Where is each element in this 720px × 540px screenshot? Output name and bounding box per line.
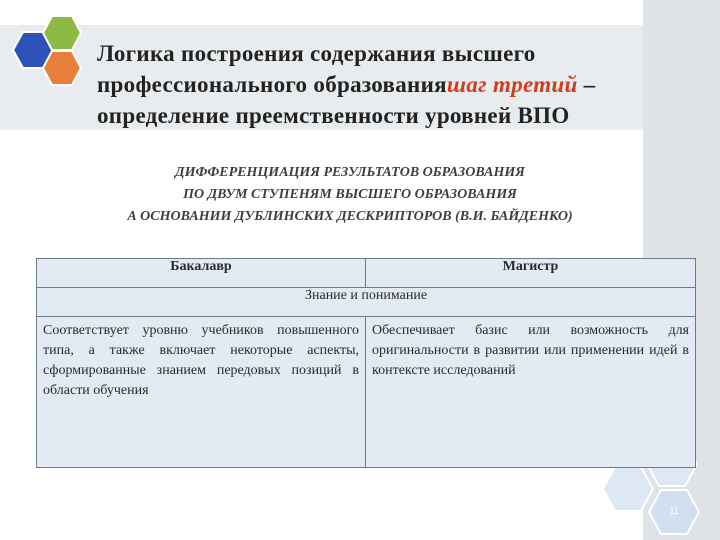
hexagon-orange-icon: [42, 49, 82, 87]
column-header-master: Магистр: [366, 259, 696, 288]
master-cell: Обеспечивает базис или возможность для оригинальности в развитии или применении идей в контексте исследований: [366, 317, 696, 468]
table-header-row: [37, 259, 696, 288]
hexagon-light-icon: [602, 465, 654, 513]
hexagon-green-icon: [42, 14, 82, 52]
subtitle-line: А ОСНОВАНИИ ДУБЛИНСКИХ ДЕСКРИПТОРОВ (В.И. БАЙДЕНКО): [127, 209, 573, 224]
subtitle-line: ПО ДВУМ СТУПЕНЯМ ВЫСШЕГО ОБРАЗОВАНИЯ: [183, 187, 517, 202]
table-row: [37, 317, 696, 468]
title-accent: шаг третий: [446, 72, 578, 97]
section-label: Знание и понимание: [37, 288, 696, 317]
page-number: 11: [669, 506, 679, 516]
subtitle-line: ДИФФЕРЕНЦИАЦИЯ РЕЗУЛЬТАТОВ ОБРАЗОВАНИЯ: [175, 165, 525, 180]
column-header-bachelor: Бакалавр: [37, 259, 366, 288]
table-section-row: [37, 288, 696, 317]
slide-subtitle: [40, 162, 660, 228]
bachelor-cell: Соответствует уровню учебников повышенного типа, а также включает некоторые аспекты, сформированные знанием передовых позиций в области обучения: [37, 317, 366, 468]
comparison-table: [36, 258, 696, 468]
slide-title: Логика построения содержания высшего профессионального образованияшаг третий – определение преемственности уровней ВПО: [97, 41, 596, 128]
